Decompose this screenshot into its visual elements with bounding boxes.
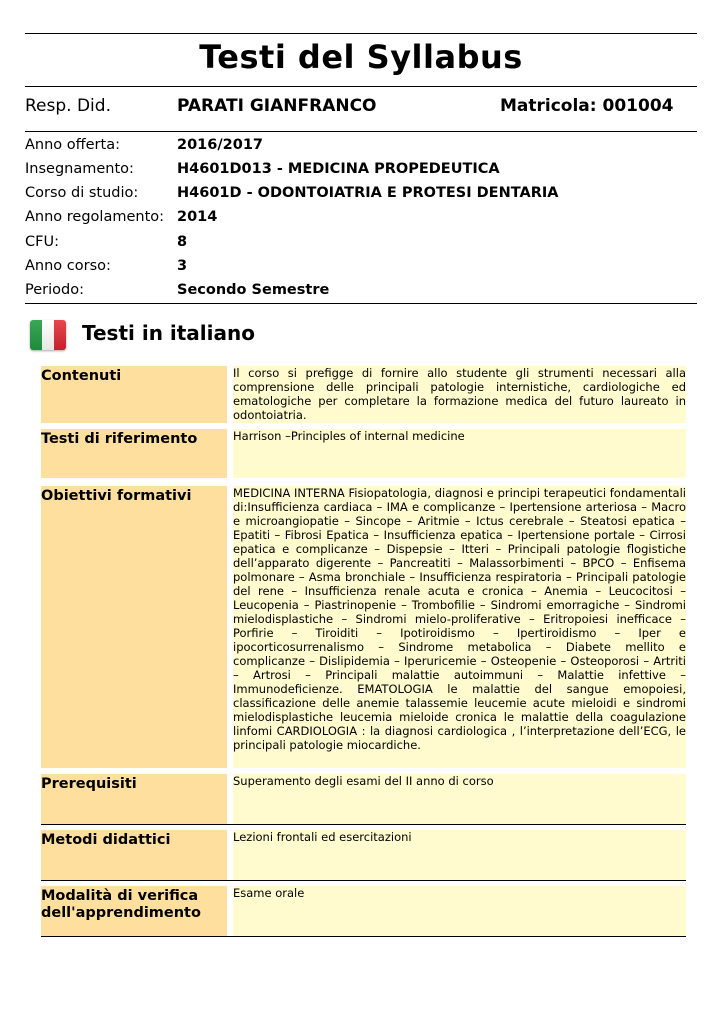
block-divider bbox=[41, 824, 686, 825]
info-row-periodo bbox=[25, 282, 697, 304]
block-modalita-di-verifica bbox=[41, 886, 686, 937]
section-title: Testi in italiano bbox=[82, 321, 255, 345]
title-rule bbox=[25, 86, 697, 87]
info-value: 3 bbox=[177, 258, 188, 274]
info-value: 8 bbox=[177, 234, 188, 250]
block-contenuti bbox=[41, 366, 686, 424]
info-row-anno-regolamento bbox=[25, 209, 697, 231]
info-value: H4601D - ODONTOIATRIA E PROTESI DENTARIA bbox=[177, 185, 559, 201]
info-rule bbox=[25, 303, 697, 304]
block-testi-di-riferimento bbox=[41, 429, 686, 479]
block-label: Modalità di verifica dell'apprendimento bbox=[41, 886, 227, 936]
block-metodi-didattici bbox=[41, 830, 686, 881]
block-label: Obiettivi formativi bbox=[41, 486, 227, 768]
info-value: 2014 bbox=[177, 209, 218, 225]
block-text: Harrison –Principles of internal medicine bbox=[233, 429, 686, 478]
block-label: Prerequisiti bbox=[41, 774, 227, 824]
info-row-anno-offerta bbox=[25, 137, 697, 159]
block-text: MEDICINA INTERNA Fisiopatologia, diagnosi e principi terapeutici fondamentali di:Insufficienza cardiaca – IMA e complicanze – Ipertensione arteriosa – Macro e microangiopatie – Sincope – Aritmie – Ictus cerebrale – Steatosi epatica – Epatiti – Fibrosi Epatica – Insufficienza epatica – Ipertensione portale – Cirrosi epatica e complicanze – Dispepsie – Itteri – Principali patologie flogistiche dell’apparato digerente – Pancreatiti – Malassorbimenti – BPCO – Enfisema polmonare – Asma bronchiale – Insufficienza respiratoria – Principali patologie del rene – Insufficienza renale acuta e cronica – Anemia – Leucocitosi – Leucopenia – Piastrinopenie – Trombofilie – Sindromi emorragiche – Sindromi mielodisplastiche – Sindromi mielo-proliferative – Eritropoiesi inefficace – Porfirie – Tiroiditi – Ipotiroidismo – Ipertiroidismo – Iper e ipocorticosurrenalismo – Sindrome metabolica – Diabete mellito e complicanze – Dislipidemia – Iperuricemie – Osteopenie – Osteoporosi – Artriti – Artrosi – Principali malattie autoimmuni – Malattie infettive – Immunodeficienze. EMATOLOGIA le malattie del sangue emopoiesi, classificazione delle anemie talassemie leucemie acute mieloidi e sindromi mielodisplastiche leucemia mieloide cronica le malattie della coagulazione linfomi CARDIOLOGIA : la diagnosi cardiologica , l’interpretazione dell’ECG, le principali patologie miocardiche. bbox=[233, 486, 686, 768]
info-label: Insegnamento: bbox=[25, 161, 134, 177]
italy-flag-icon bbox=[30, 320, 66, 350]
info-label: Anno offerta: bbox=[25, 137, 120, 153]
info-label: Anno corso: bbox=[25, 258, 111, 274]
block-text: Esame orale bbox=[233, 886, 686, 936]
document-title: Testi del Syllabus bbox=[199, 38, 523, 76]
block-text: Il corso si prefigge di fornire allo studente gli strumenti necessari alla comprensione delle principali patologie internistiche, cardiologiche ed ematologiche per completare la formazione medica del futuro laureato in odontoiatria. bbox=[233, 366, 686, 422]
responsible-name: PARATI GIANFRANCO bbox=[177, 96, 377, 116]
info-row-insegnamento bbox=[25, 161, 697, 183]
block-text: Lezioni frontali ed esercitazioni bbox=[233, 830, 686, 880]
matricola: Matricola: 001004 bbox=[500, 96, 674, 116]
block-label: Testi di riferimento bbox=[41, 429, 227, 478]
info-row-cfu bbox=[25, 234, 697, 256]
header-rule bbox=[25, 131, 697, 132]
block-label: Contenuti bbox=[41, 366, 227, 423]
block-obiettivi-formativi bbox=[41, 486, 686, 769]
info-value: Secondo Semestre bbox=[177, 282, 330, 298]
block-divider bbox=[41, 936, 686, 937]
info-label: Periodo: bbox=[25, 282, 84, 298]
resp-did-label: Resp. Did. bbox=[25, 96, 111, 116]
info-value: H4601D013 - MEDICINA PROPEDEUTICA bbox=[177, 161, 500, 177]
info-label: CFU: bbox=[25, 234, 59, 250]
top-rule bbox=[25, 33, 697, 34]
info-row-corso-di-studio bbox=[25, 185, 697, 207]
info-label: Anno regolamento: bbox=[25, 209, 165, 225]
info-label: Corso di studio: bbox=[25, 185, 139, 201]
block-divider bbox=[41, 880, 686, 881]
block-label: Metodi didattici bbox=[41, 830, 227, 880]
info-value: 2016/2017 bbox=[177, 137, 264, 153]
info-row-anno-corso bbox=[25, 258, 697, 280]
block-prerequisiti bbox=[41, 774, 686, 825]
block-text: Superamento degli esami del II anno di corso bbox=[233, 774, 686, 824]
